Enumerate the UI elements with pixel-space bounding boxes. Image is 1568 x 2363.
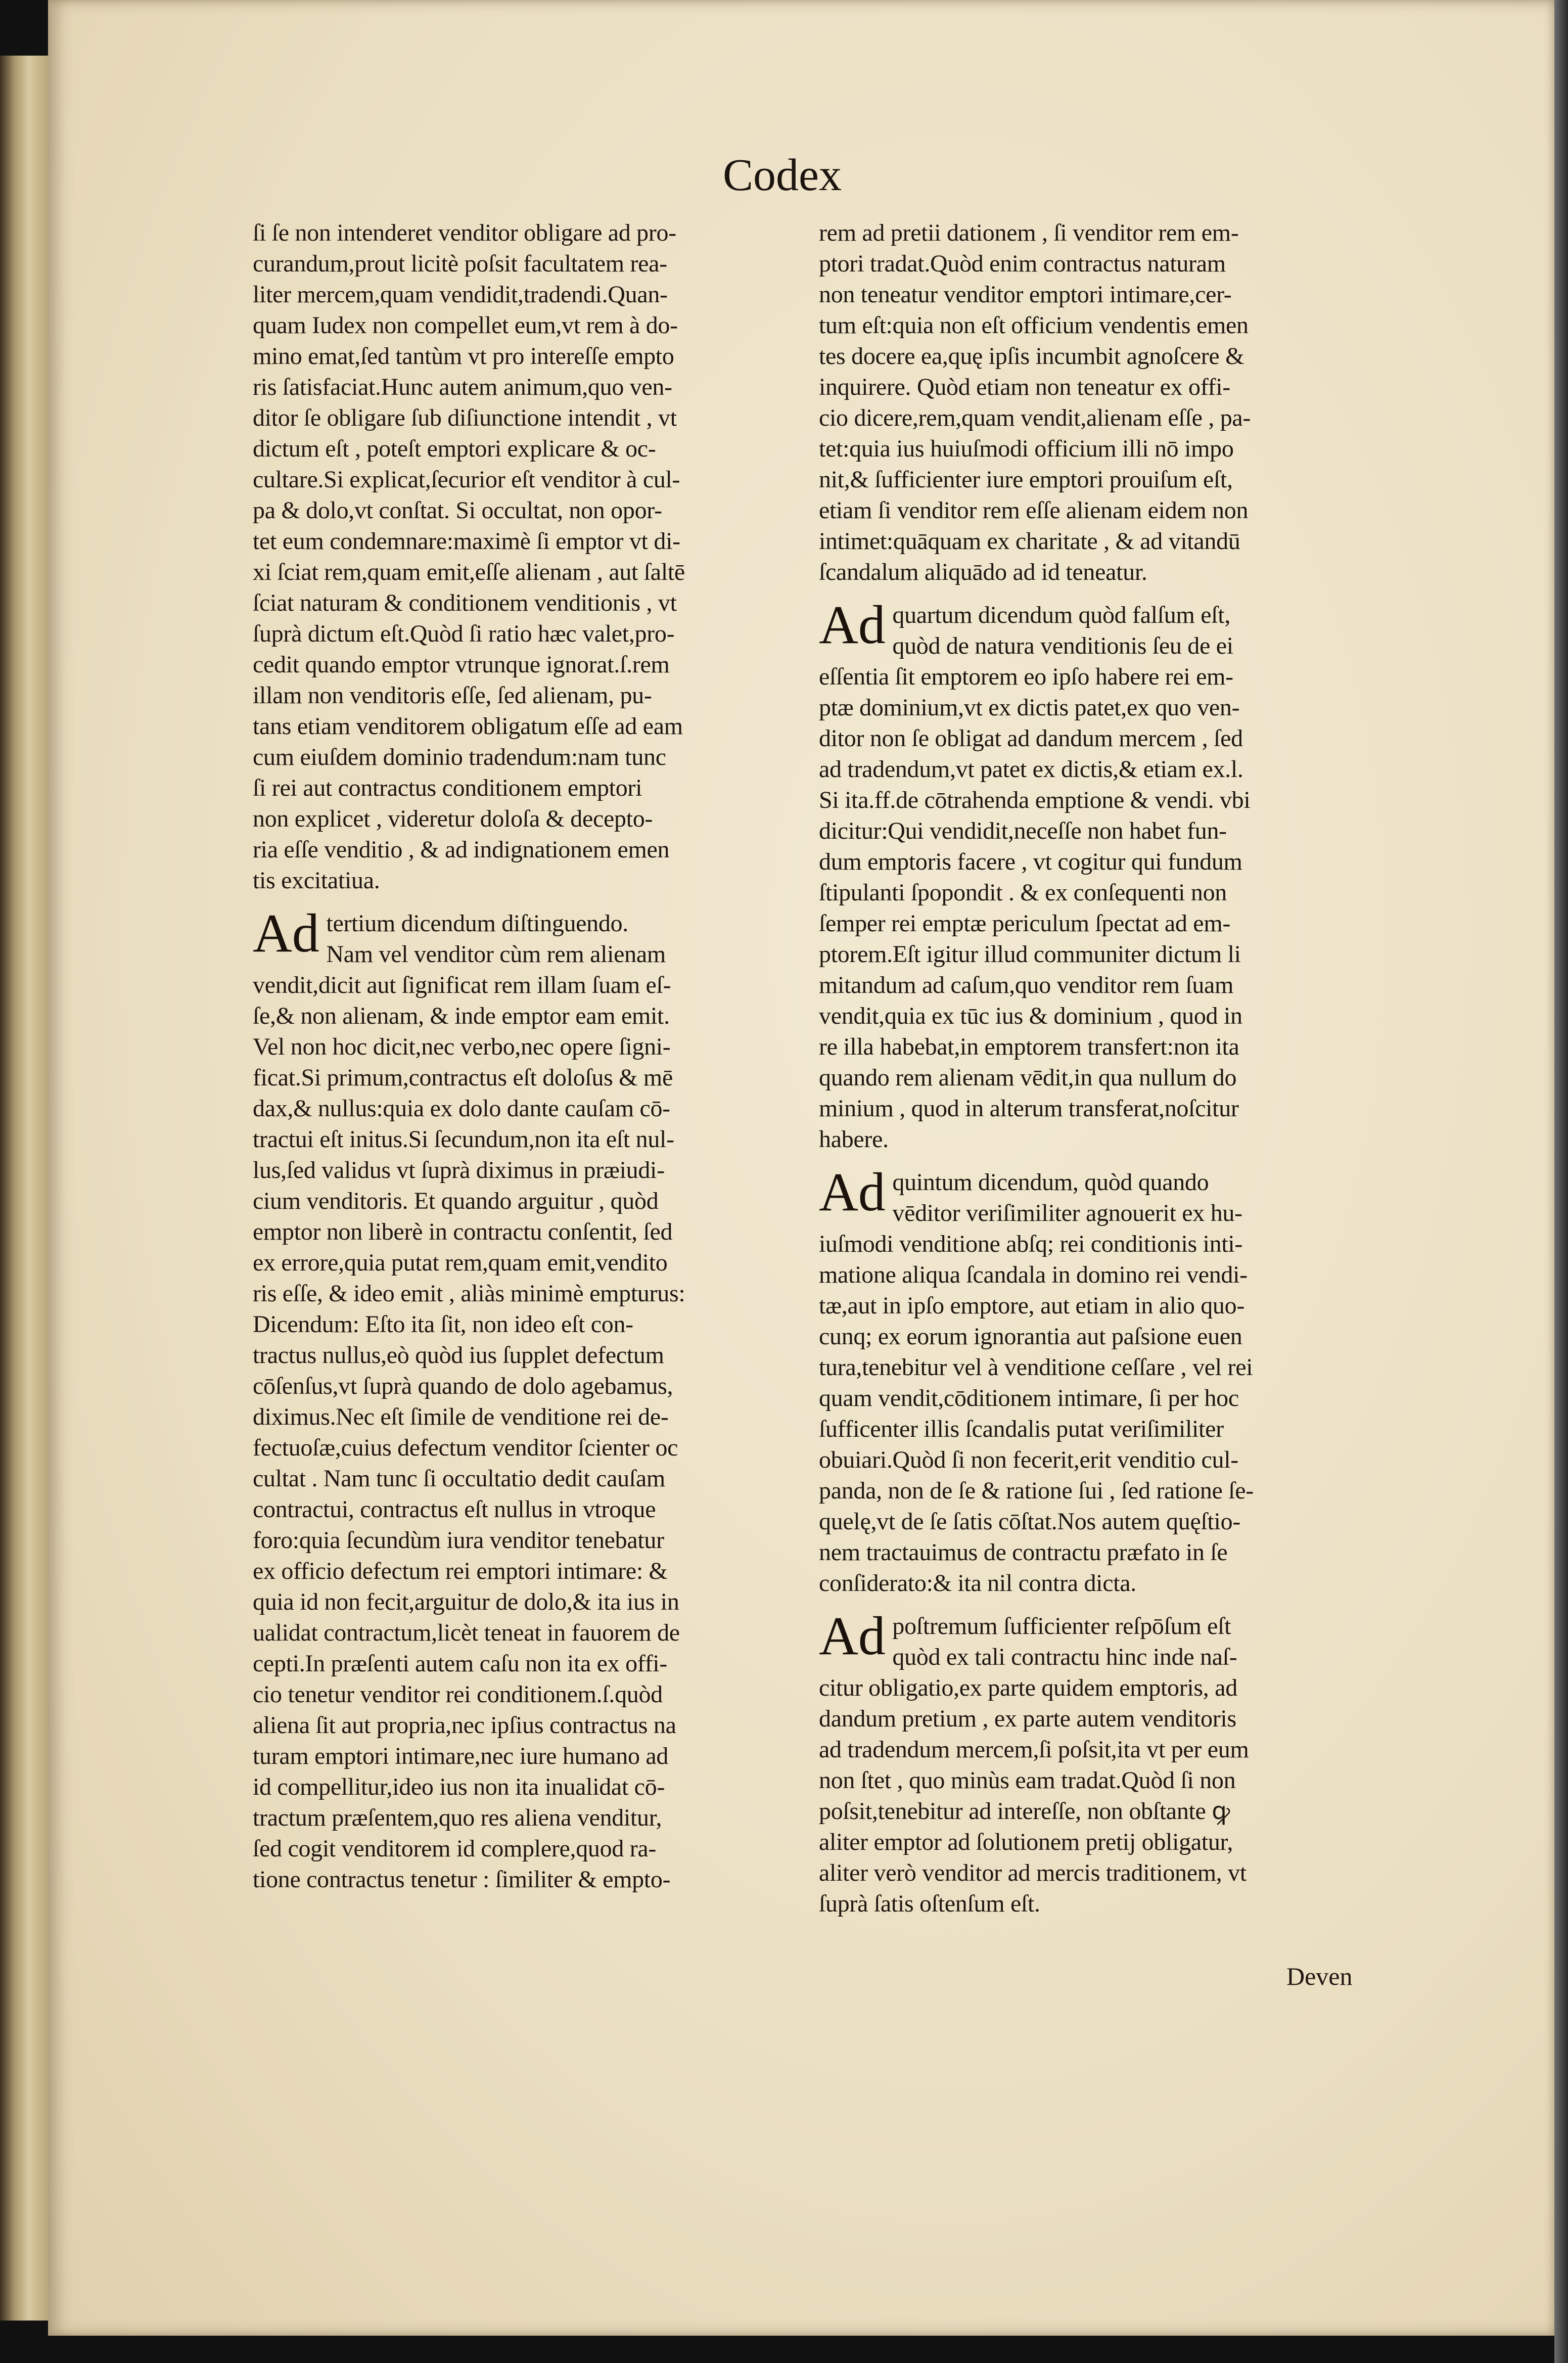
text-line: aliter verò venditor ad mercis traditionem, vt xyxy=(819,1859,1247,1886)
text-line: dandum pretium , ex parte autem venditoris xyxy=(819,1705,1236,1732)
text-line: ptæ dominium,vt ex dictis patet,ex quo ven- xyxy=(819,694,1240,721)
text-line: quintum dicendum, quòd quando xyxy=(892,1169,1209,1196)
text-line: obuiari.Quòd ſi non fecerit,erit venditio cul- xyxy=(819,1446,1238,1473)
text-line: poſtremum ſufficienter reſpōſum eſt xyxy=(892,1613,1231,1640)
text-line: cepti.In præſenti autem caſu non ita ex offi- xyxy=(253,1650,668,1677)
text-line: tans etiam venditorem obligatum eſſe ad eam xyxy=(253,713,683,740)
text-line: matione aliqua ſcandala in domino rei vendi- xyxy=(819,1261,1248,1288)
scan-edge-strip xyxy=(1554,0,1568,2363)
text-line: ſuprà dictum eſt.Quòd ſi ratio hæc valet,pro- xyxy=(253,620,675,647)
text-line: turam emptori intimare,nec iure humano ad xyxy=(253,1743,669,1769)
text-line: dicitur:Qui vendidit,neceſſe non habet fun- xyxy=(819,817,1227,844)
text-line: quelę,vt de ſe ſatis cōſtat.Nos autem quęſtio- xyxy=(819,1508,1240,1535)
text-line: dum emptoris facere , vt cogitur qui fundum xyxy=(819,848,1242,875)
text-line: quòd ex tali contractu hinc inde naſ- xyxy=(892,1644,1237,1670)
text-line: cultare.Si explicat,ſecurior eſt venditor à cul- xyxy=(253,466,680,493)
text-line: vendit,quia ex tūc ius & dominium , quod in xyxy=(819,1003,1242,1029)
text-line: quòd de natura venditionis ſeu de ei xyxy=(892,632,1233,659)
drop-initial: Ad xyxy=(819,1162,886,1222)
text-line: lus,ſed validus vt ſuprà diximus in præiudi- xyxy=(253,1157,665,1184)
text-line: ficat.Si primum,contractus eſt doloſus & mē xyxy=(253,1064,673,1091)
text-line: etiam ſi venditor rem eſſe alienam eidem non xyxy=(819,497,1249,524)
text-line: minium , quod in alterum transferat,noſcitur xyxy=(819,1095,1239,1122)
text-line: ſufficenter illis ſcandalis putat veriſimiliter xyxy=(819,1416,1224,1442)
text-line: ſciat naturam & conditionem venditionis , vt xyxy=(253,589,677,616)
text-line: ſed cogit venditorem id complere,quod ra- xyxy=(253,1835,657,1862)
text-line: citur obligatio,ex parte quidem emptoris, ad xyxy=(819,1674,1237,1701)
right-column xyxy=(819,217,1365,1919)
text-line: iuſmodi venditione abſq; rei conditionis inti- xyxy=(819,1231,1243,1257)
text-line: re illa habebat,in emptorem transfert:non ita xyxy=(819,1033,1239,1060)
text-line: tractui eſt initus.Si ſecundum,non ita eſt nul- xyxy=(253,1126,674,1153)
text-line: curandum,prout licitè poſsit facultatem rea- xyxy=(253,250,667,277)
paragraph xyxy=(253,903,799,1895)
text-line: rem ad pretii dationem , ſi venditor rem em- xyxy=(819,219,1239,246)
text-line: mino emat,ſed tantùm vt pro intereſſe empto xyxy=(253,343,674,370)
text-line: ris ſatisfaciat.Hunc autem animum,quo ven- xyxy=(253,374,672,400)
text-line: non ſtet , quo minùs eam tradat.Quòd ſi non xyxy=(819,1767,1236,1794)
text-line: ad tradendum mercem,ſi poſsit,ita vt per eum xyxy=(819,1736,1249,1763)
text-line: Si ita.ff.de cōtrahenda emptione & vendi. vbi xyxy=(819,787,1251,813)
text-line: quam Iudex non compellet eum,vt rem à do- xyxy=(253,312,678,339)
text-line: ſcandalum aliquādo ad id teneatur. xyxy=(819,559,1147,585)
left-column xyxy=(253,217,799,1895)
text-line: eſſentia ſit emptorem eo ipſo habere rei em- xyxy=(819,663,1233,690)
text-line: Dicendum: Eſto ita ſit, non ideo eſt con- xyxy=(253,1311,633,1338)
text-line: illam non venditoris eſſe, ſed alienam, pu- xyxy=(253,682,652,709)
paragraph xyxy=(253,217,799,896)
text-line: ſe,& non alienam, & inde emptor eam emit. xyxy=(253,1003,670,1029)
catchword: Deven xyxy=(1286,1962,1353,1990)
text-line: intimet:quāquam ex charitate , & ad vitandū xyxy=(819,528,1240,555)
text-line: aliena ſit aut propria,nec ipſius contractus na xyxy=(253,1712,676,1739)
text-line: ditor ſe obligare ſub diſiunctione intendit , vt xyxy=(253,404,677,431)
text-line: ptori tradat.Quòd enim contractus naturam xyxy=(819,250,1226,277)
text-line: ſtipulanti ſpopondit . & ex conſequenti non xyxy=(819,879,1227,906)
paragraph xyxy=(819,1606,1365,1919)
text-line: ditor non ſe obligat ad dandum mercem , ſed xyxy=(819,725,1243,752)
text-line: cium venditoris. Et quando arguitur , quòd xyxy=(253,1188,659,1214)
book-edge xyxy=(0,56,48,2321)
text-line: cio dicere,rem,quam vendit,alienam eſſe , pa- xyxy=(819,404,1251,431)
paragraph xyxy=(819,217,1365,587)
text-line: tes docere ea,quę ipſis incumbit agnoſcere & xyxy=(819,343,1244,370)
text-line: inquirere. Quòd etiam non teneatur ex offi- xyxy=(819,374,1230,400)
text-line: pa & dolo,vt conſtat. Si occultat, non opor- xyxy=(253,497,662,524)
text-line: quartum dicendum quòd falſum eſt, xyxy=(892,602,1231,628)
text-line: id compellitur,ideo ius non ita inualidat cō- xyxy=(253,1774,665,1800)
text-line: poſsit,tenebitur ad intereſſe, non obſtante ꝙ xyxy=(819,1798,1230,1825)
text-line: Nam vel venditor cùm rem alienam xyxy=(326,941,666,968)
text-line: ſuprà ſatis oſtenſum eſt. xyxy=(819,1890,1040,1917)
text-line: cunq; ex eorum ignorantia aut paſsione euen xyxy=(819,1323,1242,1350)
drop-initial: Ad xyxy=(253,903,319,964)
text-line: cio tenetur venditor rei conditionem.ſ.quòd xyxy=(253,1681,663,1708)
text-line: non teneatur venditor emptori intimare,cer- xyxy=(819,281,1232,308)
text-line: vendit,dicit aut ſignificat rem illam ſuam eſ- xyxy=(253,972,671,998)
text-line: ex officio defectum rei emptori intimare: & xyxy=(253,1558,668,1584)
text-line: quando rem alienam vēdit,in qua nullum do xyxy=(819,1064,1237,1091)
text-line: fectuoſæ,cuius defectum venditor ſcienter oc xyxy=(253,1434,678,1461)
text-line: tet:quia ius huiuſmodi officium illi nō impo xyxy=(819,435,1234,462)
text-line: ſi ſe non intenderet venditor obligare ad pro- xyxy=(253,219,676,246)
text-line: tertium dicendum diſtinguendo. xyxy=(326,910,628,937)
text-line: ſi rei aut contractus conditionem emptori xyxy=(253,775,642,801)
text-line: liter mercem,quam vendidit,tradendi.Quan- xyxy=(253,281,668,308)
text-line: cedit quando emptor vtrunque ignorat.ſ.rem xyxy=(253,651,670,678)
text-line: nit,& ſufficienter iure emptori prouiſum eſt, xyxy=(819,466,1233,493)
text-line: tura,tenebitur vel à venditione ceſſare , vel rei xyxy=(819,1354,1253,1381)
text-line: dax,& nullus:quia ex dolo dante cauſam cō- xyxy=(253,1095,670,1122)
text-line: vēditor veriſimiliter agnouerit ex hu- xyxy=(892,1200,1242,1226)
text-line: ex errore,quia putat rem,quam emit,vendito xyxy=(253,1249,668,1276)
text-line: quia id non fecit,arguitur de dolo,& ita ius in xyxy=(253,1588,679,1615)
text-line: xi ſciat rem,quam emit,eſſe alienam , aut ſaltē xyxy=(253,559,685,585)
running-header: Codex xyxy=(723,150,842,200)
text-line: ris eſſe, & ideo emit , aliàs minimè empturus: xyxy=(253,1280,685,1307)
text-line: non explicet , videretur doloſa & decepto- xyxy=(253,805,653,832)
text-line: conſiderato:& ita nil contra dicta. xyxy=(819,1570,1136,1597)
drop-initial: Ad xyxy=(819,595,886,655)
text-line: diximus.Nec eſt ſimile de venditione rei de- xyxy=(253,1403,669,1430)
text-line: ria eſſe venditio , & ad indignationem emen xyxy=(253,836,670,863)
text-line: tet eum condemnare:maximè ſi emptor vt di- xyxy=(253,528,680,555)
text-line: mitandum ad caſum,quo venditor rem ſuam xyxy=(819,972,1234,998)
text-line: tæ,aut in ipſo emptore, aut etiam in alio quo- xyxy=(819,1292,1245,1319)
text-line: ptorem.Eſt igitur illud communiter dictum li xyxy=(819,941,1241,968)
text-line: ad tradendum,vt patet ex dictis,& etiam ex.l. xyxy=(819,756,1243,783)
text-line: cōſenſus,vt ſuprà quando de dolo agebamus, xyxy=(253,1373,673,1399)
text-line: cultat . Nam tunc ſi occultatio dedit cauſam xyxy=(253,1465,665,1492)
text-line: nem tractauimus de contractu præfato in ſe xyxy=(819,1539,1228,1566)
text-line: dictum eſt , poteſt emptori explicare & oc- xyxy=(253,435,656,462)
text-line: foro:quia ſecundùm iura venditor tenebatur xyxy=(253,1527,664,1554)
paragraph xyxy=(819,1162,1365,1599)
paragraph xyxy=(819,595,1365,1155)
text-line: quam vendit,cōditionem intimare, ſi per hoc xyxy=(819,1385,1239,1412)
text-line: tractum præſentem,quo res aliena venditur, xyxy=(253,1804,662,1831)
text-line: cum eiuſdem dominio tradendum:nam tunc xyxy=(253,744,666,770)
text-line: tractus nullus,eò quòd ius ſupplet defectum xyxy=(253,1342,664,1369)
text-line: tione contractus tenetur : ſimiliter & empto- xyxy=(253,1866,671,1893)
text-line: emptor non liberè in contractu conſentit, ſed xyxy=(253,1218,673,1245)
text-line: Vel non hoc dicit,nec verbo,nec opere ſigni- xyxy=(253,1033,671,1060)
text-line: ſemper rei emptæ periculum ſpectat ad em- xyxy=(819,910,1231,937)
text-line: tum eſt:quia non eſt officium vendentis emen xyxy=(819,312,1249,339)
drop-initial: Ad xyxy=(819,1606,886,1666)
text-line: tis excitatiua. xyxy=(253,867,380,894)
text-line: ualidat contractum,licèt teneat in fauorem de xyxy=(253,1619,680,1646)
text-line: panda, non de ſe & ratione ſui , ſed ratione ſe- xyxy=(819,1477,1254,1504)
text-line: contractui, contractus eſt nullus in vtroque xyxy=(253,1496,656,1523)
text-line: habere. xyxy=(819,1126,889,1153)
text-line: aliter emptor ad ſolutionem pretij obligatur, xyxy=(819,1829,1233,1855)
